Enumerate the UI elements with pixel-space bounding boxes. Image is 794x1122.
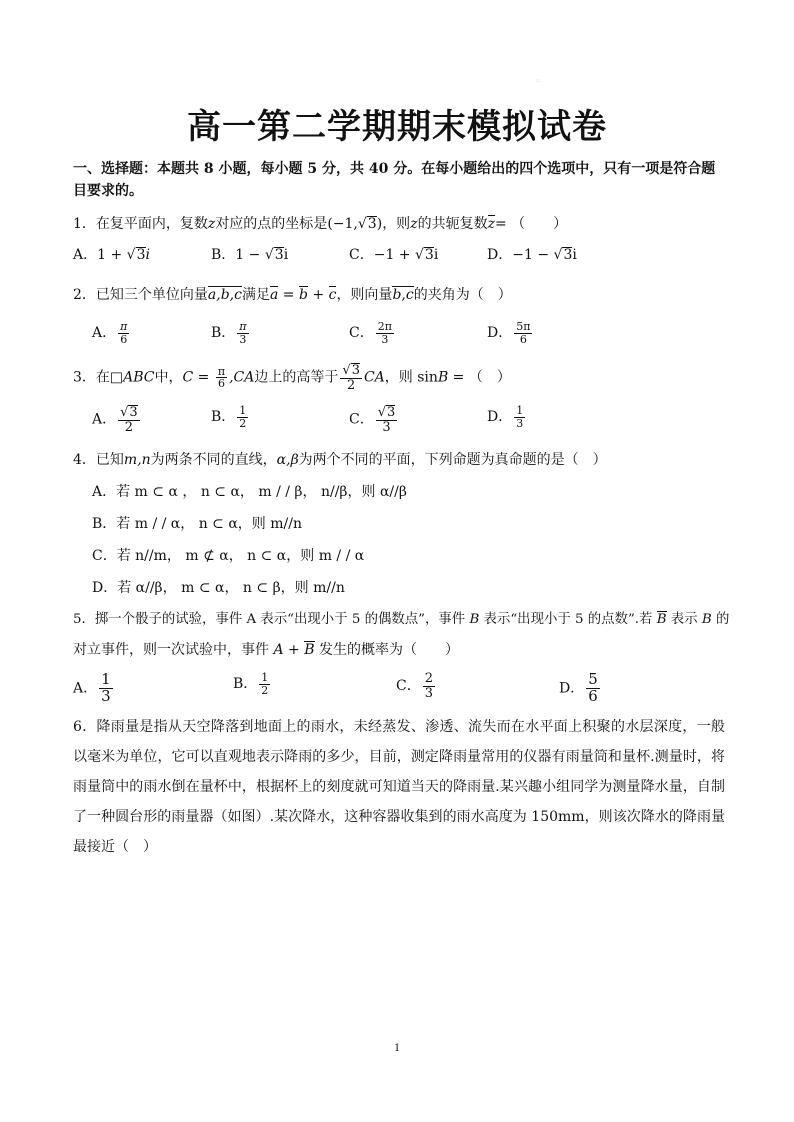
q2-text: ，则向量 xyxy=(336,287,393,303)
option-label: B． xyxy=(211,247,236,263)
question-6-paragraph: 6．降雨量是指从天空降落到地面上的雨水，未经蒸发、渗透、流失而在水平面上积聚的水层深度，一般以毫米为单位，它可以直观地表示降雨的多少，目前，测定降雨量常用的仪器有雨量筒和量杯.测量时，将雨量筒中的雨水倒在量杯中，根据杯上的刻度就可知道当天的降雨量.某兴趣小组同学为测量降水量，自制了一种圆台形的雨量器（如图）.某次降水，这种容器收集到的雨水高度为 150mm，则该次降水的降雨量最接近（ ） xyxy=(73,719,725,855)
q5-option-c[interactable] xyxy=(396,672,437,700)
question-5-stem-line2 xyxy=(73,639,459,661)
q2-vector-a: a xyxy=(269,287,279,303)
option-label: A． xyxy=(73,247,98,263)
fraction-denominator: 3 xyxy=(382,419,391,435)
q1-option-a[interactable]: A．1 + √3i xyxy=(73,247,150,263)
fraction-numerator: π xyxy=(217,364,226,378)
option-label: D． xyxy=(487,409,513,426)
q4-option-a[interactable]: A．若 m ⊂ α ， n ⊂ α， m / / β， n//β，则 α//β xyxy=(92,484,407,500)
q3-symbol: = xyxy=(193,369,214,386)
fraction-denominator: 3 xyxy=(424,685,433,701)
option-fraction xyxy=(514,405,525,429)
q3-option-d[interactable] xyxy=(487,405,527,429)
q4-text: 为两个不同的平面，下列命题为真命题的是（ ） xyxy=(298,452,607,468)
option-label: B． xyxy=(211,325,236,342)
q2-vectors-bc: b,c xyxy=(392,287,414,303)
q1-option-b[interactable]: B．1 − √3i xyxy=(211,247,289,263)
fraction-denominator: 3 xyxy=(516,416,524,430)
option-text: i xyxy=(145,247,150,263)
q2-symbol: + xyxy=(307,287,329,303)
q2-vector-c: c xyxy=(328,287,337,303)
option-fraction xyxy=(376,321,394,345)
q5-option-d[interactable] xyxy=(559,672,602,705)
q5-text: 5．掷一个骰子的试验，事件 A 表示“出现小于 5 的偶数点”，事件 xyxy=(73,612,470,627)
option-fraction: $\frac{√3}{3}$ xyxy=(377,405,396,435)
fraction-radicand: 3 xyxy=(351,363,360,378)
q5-complement-b: B xyxy=(656,612,667,627)
fraction-radicand: 3 xyxy=(129,405,138,420)
fraction-radicand: 3 xyxy=(387,405,396,420)
option-radicand: 3 xyxy=(136,247,146,263)
q2-vector-b: b xyxy=(298,287,308,303)
fraction-denominator: 2 xyxy=(261,683,269,697)
q1-var-z: z xyxy=(207,216,216,232)
q1-coord-radicand: 3 xyxy=(367,216,377,232)
q4-text: 4．已知 xyxy=(73,452,124,468)
fraction-numerator: 1 xyxy=(101,670,111,688)
option-label: A． xyxy=(92,325,117,342)
q1-text: 的共轭复数 xyxy=(417,216,488,232)
option-text: i xyxy=(433,247,439,263)
fraction-numerator: 1 xyxy=(516,404,524,417)
option-fraction xyxy=(423,672,435,700)
question-2-stem xyxy=(73,284,512,306)
q4-option-b[interactable]: B．若 m / / α， n ⊂ α，则 m//n xyxy=(92,516,302,532)
q5-var-b: B xyxy=(469,612,480,627)
page-title: 高一第二学期期末模拟试卷 xyxy=(187,107,607,147)
option-radicand: 3 xyxy=(274,247,284,263)
q3-option-a[interactable] xyxy=(92,405,142,434)
section-heading: 一、选择题：本题共 8 小题，每小题 5 分，共 40 分。在每小题给出的四个选项中，只有一项是符合题目要求的。 xyxy=(73,161,716,199)
question-4-stem xyxy=(73,449,607,471)
q1-option-d[interactable]: D．−1 − √3i xyxy=(487,247,577,263)
q1-text: 对应的点的坐标是 xyxy=(215,216,328,232)
fraction-numerator: 5 xyxy=(588,670,598,688)
q3-triangle: ABC xyxy=(123,369,155,386)
fraction-denominator: 3 xyxy=(239,332,247,346)
option-fraction xyxy=(259,672,270,696)
option-label: D． xyxy=(487,325,513,342)
q2-option-c[interactable] xyxy=(349,321,396,345)
q3-text: = （ ） xyxy=(448,369,511,386)
q1-conjugate-z: z xyxy=(487,216,495,232)
fraction-denominator: 6 xyxy=(519,332,527,346)
option-text: i xyxy=(572,247,577,263)
fraction-denominator: 6 xyxy=(120,332,128,346)
option-fraction xyxy=(118,321,129,345)
option-text: −1 + xyxy=(373,247,415,263)
q2-vectors-abc: a,b,c xyxy=(207,287,242,303)
q1-text: = （ ） xyxy=(494,216,568,232)
option-label: C． xyxy=(396,678,421,695)
option-radicand: 3 xyxy=(563,247,573,263)
option-fraction xyxy=(237,405,248,429)
option-text: 1 + xyxy=(97,247,127,263)
fraction-numerator: 1 xyxy=(261,671,269,684)
q2-text: 的夹角为（ ） xyxy=(413,287,512,303)
q2-option-d[interactable] xyxy=(487,321,534,345)
option-label: D． xyxy=(559,680,585,697)
fraction-numerator: 1 xyxy=(239,404,247,417)
q5-var-b: B xyxy=(701,612,712,627)
page-number: 1 xyxy=(394,1040,400,1054)
q3-text: ，则 sin xyxy=(384,369,438,386)
fraction-numerator: π xyxy=(239,320,247,333)
q3-var-c: C xyxy=(182,369,194,386)
question-5-stem xyxy=(73,609,729,631)
option-fraction: $\frac{√3}{2}$ xyxy=(120,405,138,435)
option-fraction xyxy=(586,672,600,705)
fraction-numerator: 2π xyxy=(377,320,392,333)
option-text: −1 − xyxy=(512,247,554,263)
q2-symbol: = xyxy=(278,287,299,303)
fraction-numerator: 2 xyxy=(424,671,433,686)
q5-text: 的 xyxy=(711,612,730,627)
q5-option-a[interactable] xyxy=(73,672,115,705)
q1-var-z: z xyxy=(410,216,418,232)
option-text: i xyxy=(283,247,289,263)
fraction-denominator: 2 xyxy=(239,416,247,430)
q3-text: CA xyxy=(363,369,385,386)
header-mark: :: xyxy=(536,78,540,84)
q3-text: ,CA xyxy=(229,369,255,386)
option-radicand: 3 xyxy=(424,247,434,263)
option-text: 1 − xyxy=(235,247,265,263)
option-label: C． xyxy=(349,411,374,428)
q4-text: 为两条不同的直线， xyxy=(150,452,277,468)
q2-text: 2．已知三个单位向量 xyxy=(73,287,208,303)
q4-option-c[interactable]: C．若 n//m， m ⊄ α， n ⊂ α，则 m / / α xyxy=(92,548,365,564)
q3-text: 边上的高等于 xyxy=(254,369,339,386)
q4-option-d[interactable]: D．若 α//β， m ⊂ α， n ⊂ β，则 m//n xyxy=(92,580,345,596)
fraction-denominator: 2 xyxy=(124,419,134,435)
q2-text: 满足 xyxy=(241,287,270,303)
option-label: A． xyxy=(92,411,117,428)
question-3-stem xyxy=(73,363,511,392)
q5-event-sum: A + xyxy=(273,642,305,658)
q2-option-b[interactable] xyxy=(211,321,251,345)
q2-option-a[interactable] xyxy=(92,321,131,345)
fraction-denominator: 3 xyxy=(381,332,389,346)
q1-text: 1．在复平面内，复数 xyxy=(73,216,208,232)
q3-angle-fraction xyxy=(216,366,227,390)
fraction-numerator: π xyxy=(120,320,128,333)
q3-var-b: B xyxy=(437,369,449,386)
question-1-stem: 1．在复平面内，复数z对应的点的坐标是(−1,√3)，则z的共轭复数z= （ ） xyxy=(73,216,568,232)
q5-text: 对立事件，则一次试验中，事件 xyxy=(73,642,274,658)
fraction-numerator: 5π xyxy=(516,320,531,333)
option-fraction xyxy=(514,321,532,345)
q5-complement-b: B xyxy=(304,642,315,658)
fraction-denominator: 3 xyxy=(101,686,111,705)
fraction-denominator: 6 xyxy=(588,686,598,705)
q3-option-b[interactable] xyxy=(211,405,250,429)
q3-text: 3．在□ xyxy=(73,369,124,386)
q3-text: 中， xyxy=(154,369,183,386)
option-label: B． xyxy=(211,409,236,426)
option-label: A． xyxy=(73,680,98,697)
q1-option-c[interactable]: C．−1 + √3i xyxy=(349,247,439,263)
option-label: D． xyxy=(487,247,513,263)
q4-planes: α,β xyxy=(276,452,299,468)
q3-option-c[interactable] xyxy=(349,405,399,434)
q5-option-b[interactable] xyxy=(233,672,272,696)
q4-lines: m,n xyxy=(123,452,151,468)
option-fraction xyxy=(237,321,248,345)
q1-coord: (−1, xyxy=(327,216,358,232)
option-label: C． xyxy=(349,325,374,342)
q5-text: 表示 xyxy=(666,612,702,627)
fraction-denominator: 6 xyxy=(217,377,225,391)
q1-text: ，则 xyxy=(382,216,411,232)
q5-text: 表示“出现小于 5 的点数”.若 xyxy=(479,612,657,627)
q5-text: 发生的概率为（ ） xyxy=(314,642,459,658)
option-label: C． xyxy=(349,247,374,263)
q1-coord: ) xyxy=(376,216,383,232)
q3-height-fraction: $\frac{√3}{2}$ xyxy=(342,363,360,393)
option-fraction xyxy=(99,672,113,705)
option-label: B． xyxy=(233,676,258,693)
fraction-denominator: 2 xyxy=(347,377,356,393)
